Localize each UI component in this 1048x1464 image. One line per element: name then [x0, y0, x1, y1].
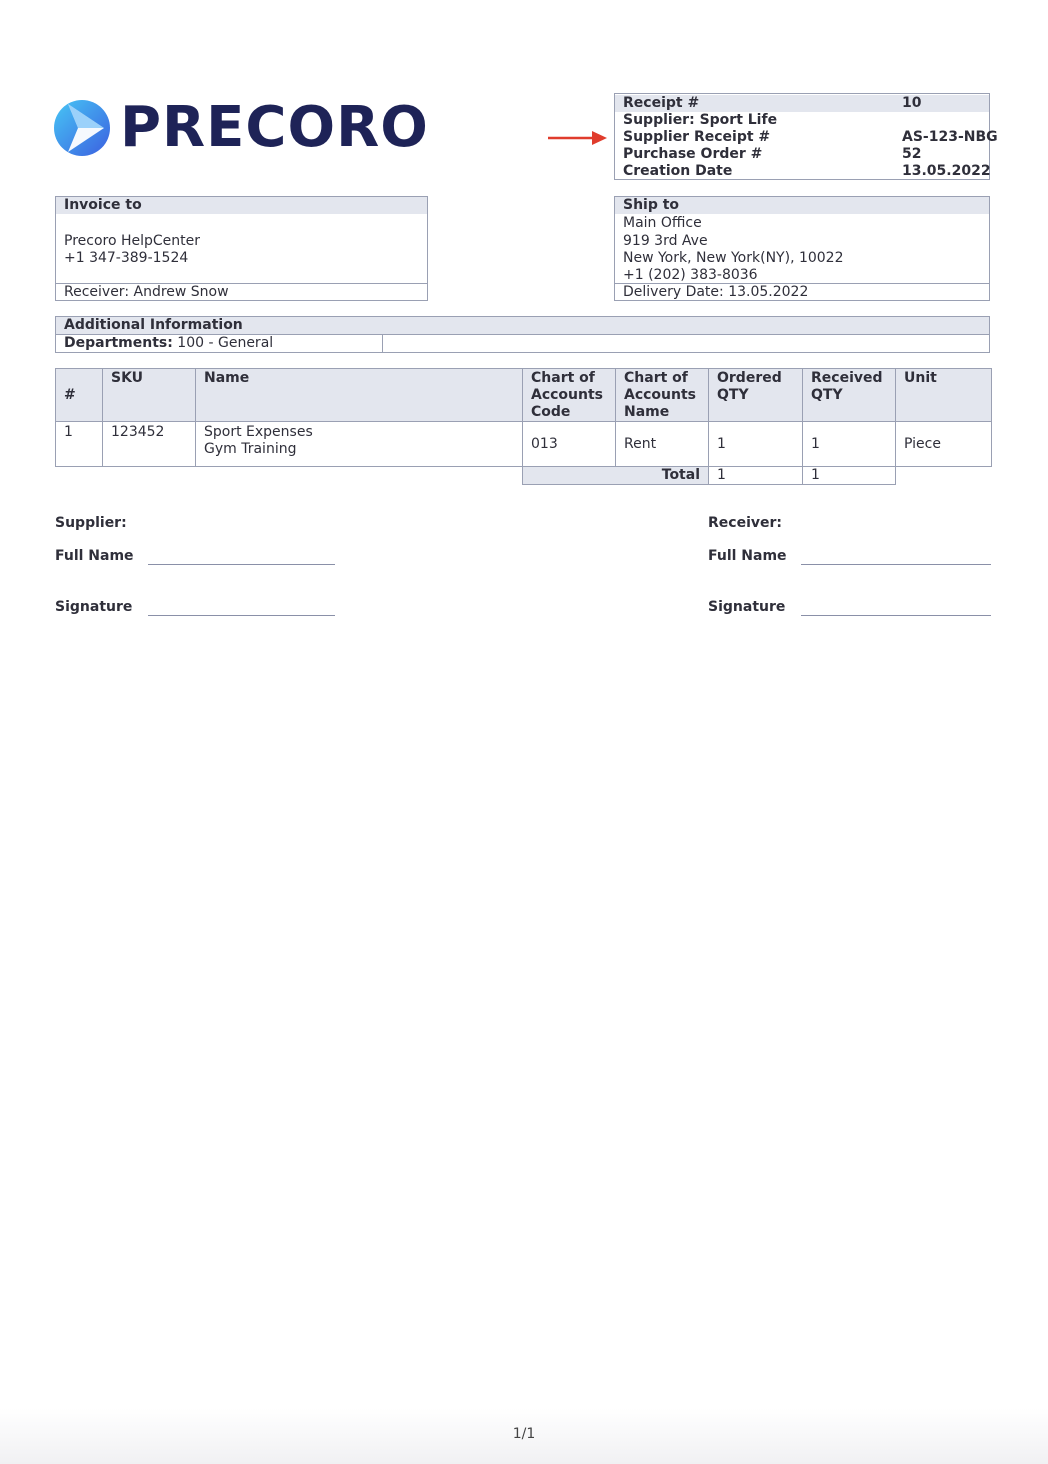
receipt-number-label: Receipt # — [623, 95, 700, 111]
header-line: Received — [811, 370, 883, 386]
col-received-header — [803, 369, 896, 422]
header-line: Ordered — [717, 370, 782, 386]
cell-sku: 123452 — [103, 422, 196, 467]
supplier-receipt-label: Supplier Receipt # — [623, 129, 771, 145]
header-line: Accounts — [531, 387, 604, 403]
creation-date-row — [615, 163, 989, 180]
additional-info-title: Additional Information — [56, 317, 989, 334]
purchase-order-value: 52 — [902, 146, 922, 162]
header-line: QTY — [717, 387, 749, 403]
supplier-label: Supplier: Sport Life — [623, 112, 778, 128]
header-line: Chart of — [531, 370, 595, 386]
total-label: Total — [523, 467, 709, 485]
invoice-to-company: Precoro HelpCenter — [64, 233, 201, 249]
receiver-signature-label: Signature — [708, 599, 786, 615]
table-header-row — [56, 369, 992, 422]
supplier-signature-label: Signature — [55, 599, 133, 615]
total-row — [56, 467, 992, 485]
ship-to-line-3: New York, New York(NY), 10022 — [623, 250, 844, 266]
precoro-logo — [54, 95, 429, 160]
supplier-full-name-line — [148, 564, 335, 565]
receipt-info-box — [614, 93, 998, 180]
ship-to-delivery-date: Delivery Date: 13.05.2022 — [623, 284, 809, 300]
purchase-order-row — [615, 146, 989, 163]
cell-coa-code: 013 — [523, 422, 616, 467]
logo-wordmark: PRECORO — [120, 95, 429, 160]
cell-received-qty: 1 — [803, 422, 896, 467]
ship-to-line-2: 919 3rd Ave — [623, 233, 708, 249]
creation-date-value: 13.05.2022 — [902, 163, 991, 179]
departments-line — [64, 335, 273, 352]
empty-cell — [896, 467, 992, 485]
col-coa-code-header — [523, 369, 616, 422]
invoice-to-title: Invoice to — [56, 197, 427, 214]
col-ordered-header — [709, 369, 803, 422]
header-line: Code — [531, 404, 571, 420]
col-sku-header: SKU — [103, 369, 196, 422]
page-number: 1/1 — [512, 1426, 536, 1442]
receipt-number-value: 10 — [902, 95, 922, 111]
invoice-to-box — [55, 196, 428, 301]
receiver-full-name-line — [801, 564, 991, 565]
ship-to-box — [614, 196, 990, 301]
col-name-header: Name — [196, 369, 523, 422]
item-description: Gym Training — [204, 441, 297, 457]
items-table — [55, 368, 992, 485]
invoice-to-phone: +1 347-389-1524 — [64, 250, 189, 266]
total-received: 1 — [803, 467, 896, 485]
additional-info-box — [55, 316, 990, 353]
table-row — [56, 422, 992, 467]
logo-mark-icon — [54, 98, 110, 158]
cell-number: 1 — [56, 422, 103, 467]
invoice-to-receiver: Receiver: Andrew Snow — [64, 284, 229, 300]
cell-name — [196, 422, 523, 467]
supplier-signature-line — [148, 615, 335, 616]
ship-to-phone: +1 (202) 383-8036 — [623, 267, 758, 283]
col-coa-name-header — [616, 369, 709, 422]
header-line: Accounts — [624, 387, 697, 403]
total-ordered: 1 — [709, 467, 803, 485]
supplier-receipt-value: AS-123-NBG — [902, 129, 998, 145]
divider — [382, 335, 383, 353]
receiver-signature-line — [801, 615, 991, 616]
receiver-full-name-label: Full Name — [708, 548, 787, 564]
arrow-right-icon — [548, 129, 608, 147]
departments-label: Departments: — [64, 335, 173, 351]
header-line: Chart of — [624, 370, 688, 386]
cell-unit: Piece — [896, 422, 992, 467]
receiver-signature-title: Receiver: — [708, 515, 782, 531]
supplier-signature-title: Supplier: — [55, 515, 127, 531]
cell-coa-name: Rent — [616, 422, 709, 467]
item-name: Sport Expenses — [204, 424, 313, 440]
departments-value: 100 - General — [172, 335, 274, 351]
creation-date-label: Creation Date — [623, 163, 733, 179]
ship-to-line-1: Main Office — [623, 215, 702, 231]
purchase-order-label: Purchase Order # — [623, 146, 763, 162]
empty-cell — [56, 467, 523, 485]
ship-to-title: Ship to — [615, 197, 989, 214]
col-number-header: # — [56, 369, 103, 422]
cell-ordered-qty: 1 — [709, 422, 803, 467]
col-unit-header: Unit — [896, 369, 992, 422]
receipt-number-row — [615, 95, 989, 112]
supplier-receipt-row — [615, 129, 998, 146]
header-line: QTY — [811, 387, 843, 403]
header-line: Name — [624, 404, 670, 420]
supplier-row — [615, 112, 989, 129]
supplier-full-name-label: Full Name — [55, 548, 134, 564]
